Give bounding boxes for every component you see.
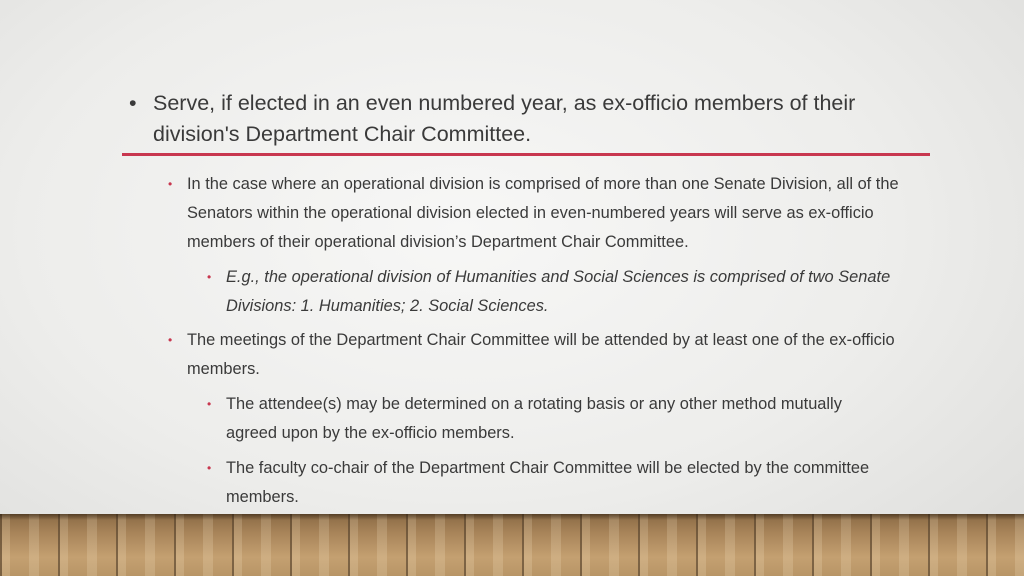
title-divider [122,153,930,156]
title-bullet-icon: • [129,91,137,115]
bullet-text: The attendee(s) may be determined on a rotating basis or any other method mutually agreed upon by the ex-officio members. [226,395,842,442]
bullet-item-1 [168,170,928,257]
bullet-text: E.g., the operational division of Humanities and Social Sciences is comprised of two Senate Divisions: 1. Humanities; 2. Social Sciences. [226,268,891,315]
bullet-item-2-2 [207,454,907,512]
bullet-text: The faculty co-chair of the Department Chair Committee will be elected by the committee members. [226,459,870,506]
bullet-icon: • [168,333,173,347]
bullet-icon: • [207,461,212,475]
bullet-icon: • [207,397,212,411]
bullet-item-2 [168,326,928,384]
wood-floor-decoration [0,514,1024,576]
bullet-icon: • [207,270,212,284]
bullet-text: The meetings of the Department Chair Committee will be attended by at least one of the ex-officio members. [187,331,895,378]
slide-title [129,88,929,150]
bullet-text: In the case where an operational division is comprised of more than one Senate Division, all of the Senators within the operational division elected in even-numbered years will serve as ex-officio members of their operational division’s Department Chair Committee. [187,175,899,251]
title-text: Serve, if elected in an even numbered year, as ex-officio members of their division's Department Chair Committee. [153,91,856,146]
bullet-item-1-1 [207,263,927,321]
bullet-item-2-1 [207,390,887,448]
bullet-icon: • [168,177,173,191]
